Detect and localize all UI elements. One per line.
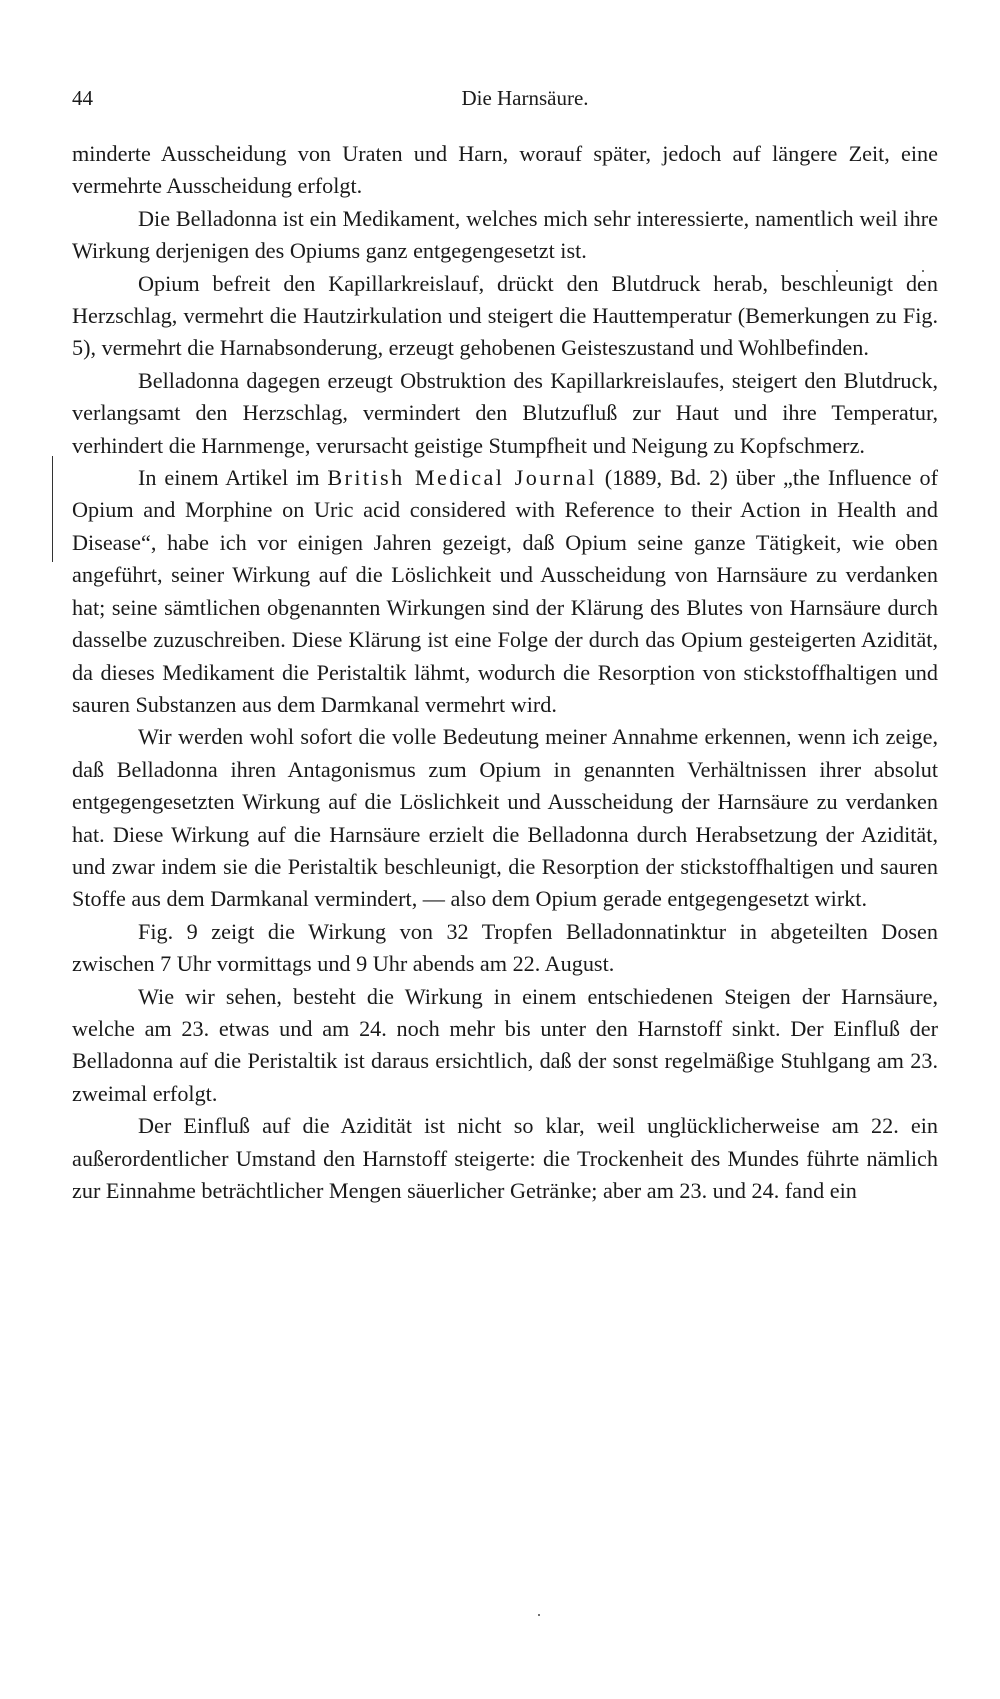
- paragraph-text: Wir werden wohl sofort die volle Bedeutung meiner Annahme erkennen, wenn ich zeige, daß Belladonna ihren Antagonismus zum Opium in genannten Verhältnissen ihrer absolut entgegengesetzten Wirkung auf die Löslichkeit und Ausscheidung der Harnsäure zu verdanken hat. Diese Wirkung auf die Harnsäure erzielt die Belladonna durch Herabsetzung der Azidität, und zwar indem sie die Peristaltik beschleunigt, die Resorption der stickstoffhaltigen und sauren Stoffe aus dem Darmkanal vermindert, — also dem Opium gerade entgegengesetzt wirkt.: [72, 724, 938, 912]
- print-speck: [538, 1614, 540, 1616]
- paragraph-text: Der Einfluß auf die Azidität ist nicht so klar, weil unglücklicherweise am 22. ein außerordentlicher Umstand den Harnstoff steigerte: die Trockenheit des Mundes führte nämlich zur Einnahme beträchtlicher Mengen säuerlicher Getränke; aber am 23. und 24. fand ein: [72, 1113, 938, 1203]
- paragraph: [72, 721, 938, 915]
- body-text: [72, 138, 938, 1207]
- paragraph: [72, 138, 938, 203]
- paragraph: [72, 981, 938, 1111]
- paragraph: [72, 462, 938, 721]
- page-header: [72, 86, 938, 116]
- paragraph: [72, 916, 938, 981]
- journal-title: British Medical Journal: [327, 465, 597, 491]
- paragraph: [72, 365, 938, 462]
- paragraph: [72, 1110, 938, 1207]
- paragraph-text: Die Belladonna ist ein Medikament, welches mich sehr interessierte, namentlich weil ihre Wirkung derjenigen des Opiums ganz entgegengesetzt ist.: [72, 205, 938, 264]
- paragraph-text: Opium befreit den Kapillarkreislauf, drückt den Blutdruck herab, beschleunigt den Herzschlag, vermehrt die Hautzirkulation und steigert die Hauttemperatur (Bemerkungen zu Fig. 5), vermehrt die Harnabsonderung, erzeugt gehobenen Geisteszustand und Wohlbefinden.: [72, 270, 938, 361]
- paragraph-text: Wie wir sehen, besteht die Wirkung in einem entschiedenen Steigen der Harnsäure, welche am 23. etwas und am 24. noch mehr bis unter den Harnstoff sinkt. Der Einfluß der Belladonna auf die Peristaltik ist daraus ersichtlich, daß der sonst regelmäßige Stuhlgang am 23. zweimal erfolgt.: [72, 983, 938, 1106]
- paragraph-text: Fig. 9 zeigt die Wirkung von 32 Tropfen Belladonnatinktur in abgeteilten Dosen zwischen 7 Uhr vormittags und 9 Uhr abends am 22. August.: [72, 918, 938, 977]
- paragraph: [72, 203, 938, 268]
- paragraph-text: (1889, Bd. 2) über „the Influence of Opium and Morphine on Uric acid considered with Reference to their Action in Health and Disease“, habe ich vor einigen Jahren gezeigt, daß Opium seine ganze Tätigkeit, wie oben angeführt, seiner Wirkung auf die Löslichkeit und Ausscheidung von Harnsäure zu verdanken hat; seine sämtlichen obgenannten Wirkungen sind der Klärung des Blutes von Harnsäure durch dasselbe zuzuschreiben. Diese Klärung ist eine Folge der durch das Opium gesteigerten Azidität, da dieses Medikament die Peristaltik lähmt, wodurch die Resorption von stickstoffhaltigen und sauren Substanzen aus dem Darmkanal vermehrt wird.: [72, 465, 938, 717]
- paragraph-text: Belladonna dagegen erzeugt Obstruktion des Kapillarkreislaufes, steigert den Blutdruck, verlangsamt den Herzschlag, vermindert den Blutzufluß zur Haut und ihre Temperatur, verhindert die Harnmenge, verursacht geistige Stumpfheit und Neigung zu Kopfschmerz.: [72, 367, 938, 458]
- paragraph-text: In einem Artikel im: [138, 465, 328, 491]
- page-number: 44: [72, 86, 93, 110]
- paragraph: [72, 268, 938, 365]
- running-title: Die Harnsäure.: [461, 86, 589, 110]
- margin-marking-line: [52, 456, 53, 562]
- paragraph-text: minderte Ausscheidung von Uraten und Harn, worauf später, jedoch auf längere Zeit, eine vermehrte Ausscheidung erfolgt.: [72, 141, 938, 199]
